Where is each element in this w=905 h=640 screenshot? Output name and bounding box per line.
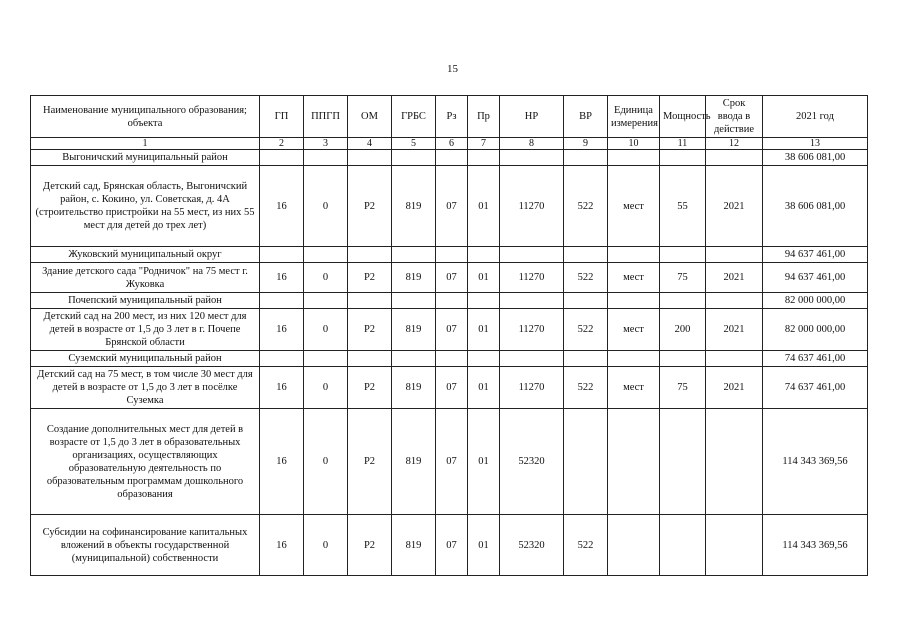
object-amount: 74 637 461,00	[763, 367, 868, 409]
header-om: ОМ	[348, 96, 392, 138]
cell-gp: 16	[260, 166, 304, 247]
cell-nr: 52320	[500, 409, 564, 515]
header-commission-date: Срок ввода в действие	[706, 96, 763, 138]
object-amount: 114 343 369,56	[763, 515, 868, 576]
header-gp: ГП	[260, 96, 304, 138]
cell-ppgp: 0	[304, 409, 348, 515]
cell-unit: мест	[608, 309, 660, 351]
cell-year: 2021	[706, 309, 763, 351]
col-number: 12	[706, 138, 763, 150]
col-number: 10	[608, 138, 660, 150]
header-nr: НР	[500, 96, 564, 138]
cell-capacity	[660, 515, 706, 576]
cell-capacity: 55	[660, 166, 706, 247]
col-number: 4	[348, 138, 392, 150]
cell-grbs: 819	[392, 263, 436, 293]
object-row	[31, 409, 868, 515]
cell-om: Р2	[348, 309, 392, 351]
cell-gp: 16	[260, 367, 304, 409]
cell-gp: 16	[260, 409, 304, 515]
cell-pr: 01	[468, 409, 500, 515]
cell-unit: мест	[608, 166, 660, 247]
cell-grbs: 819	[392, 309, 436, 351]
col-number: 3	[304, 138, 348, 150]
district-amount: 74 637 461,00	[763, 351, 868, 367]
cell-gp: 16	[260, 263, 304, 293]
cell-nr: 52320	[500, 515, 564, 576]
column-number-row	[31, 138, 868, 150]
district-row	[31, 351, 868, 367]
object-amount: 38 606 081,00	[763, 166, 868, 247]
cell-pr: 01	[468, 515, 500, 576]
cell-grbs: 819	[392, 409, 436, 515]
header-unit: Единица измерения	[608, 96, 660, 138]
district-row	[31, 150, 868, 166]
cell-vr: 522	[564, 515, 608, 576]
header-rz: Рз	[436, 96, 468, 138]
cell-unit: мест	[608, 263, 660, 293]
header-ppgp: ППГП	[304, 96, 348, 138]
cell-unit	[608, 515, 660, 576]
cell-nr: 11270	[500, 263, 564, 293]
object-row	[31, 263, 868, 293]
object-row	[31, 166, 868, 247]
cell-rz: 07	[436, 166, 468, 247]
header-pr: Пр	[468, 96, 500, 138]
object-row	[31, 367, 868, 409]
col-number: 2	[260, 138, 304, 150]
page-number: 15	[447, 63, 458, 75]
district-row	[31, 247, 868, 263]
col-number: 8	[500, 138, 564, 150]
district-name: Жуковский муниципальный округ	[31, 247, 260, 263]
cell-unit	[608, 409, 660, 515]
cell-year	[706, 409, 763, 515]
header-row	[31, 96, 868, 138]
object-name: Здание детского сада "Родничок" на 75 мест г. Жуковка	[31, 263, 260, 293]
cell-capacity: 75	[660, 263, 706, 293]
object-name: Создание дополнительных мест для детей в возрасте от 1,5 до 3 лет в образовательных организациях, осуществляющих образовательную деятельность по образовательным программам дошкольного образования	[31, 409, 260, 515]
cell-ppgp: 0	[304, 263, 348, 293]
cell-nr: 11270	[500, 309, 564, 351]
cell-nr: 11270	[500, 367, 564, 409]
object-amount: 82 000 000,00	[763, 309, 868, 351]
header-capacity: Мощность	[660, 96, 706, 138]
cell-vr: 522	[564, 309, 608, 351]
object-row	[31, 309, 868, 351]
cell-ppgp: 0	[304, 309, 348, 351]
district-amount: 94 637 461,00	[763, 247, 868, 263]
district-name: Выгоничский муниципальный район	[31, 150, 260, 166]
header-name: Наименование муниципального образования; объекта	[31, 96, 260, 138]
cell-nr: 11270	[500, 166, 564, 247]
cell-ppgp: 0	[304, 515, 348, 576]
cell-rz: 07	[436, 409, 468, 515]
cell-capacity: 75	[660, 367, 706, 409]
object-name: Детский сад на 75 мест, в том числе 30 мест для детей в возрасте от 1,5 до 3 лет в посёлке Суземка	[31, 367, 260, 409]
cell-rz: 07	[436, 263, 468, 293]
col-number: 1	[31, 138, 260, 150]
cell-ppgp: 0	[304, 166, 348, 247]
district-name: Почепский муниципальный район	[31, 293, 260, 309]
cell-vr: 522	[564, 367, 608, 409]
district-row	[31, 293, 868, 309]
object-amount: 94 637 461,00	[763, 263, 868, 293]
col-number: 5	[392, 138, 436, 150]
cell-vr	[564, 409, 608, 515]
cell-gp: 16	[260, 515, 304, 576]
cell-rz: 07	[436, 515, 468, 576]
header-vr: ВР	[564, 96, 608, 138]
col-number: 9	[564, 138, 608, 150]
cell-year: 2021	[706, 166, 763, 247]
object-name: Детский сад на 200 мест, из них 120 мест для детей в возрасте от 1,5 до 3 лет в г. Почепе Брянской области	[31, 309, 260, 351]
cell-year: 2021	[706, 263, 763, 293]
cell-grbs: 819	[392, 367, 436, 409]
col-number: 7	[468, 138, 500, 150]
header-grbs: ГРБС	[392, 96, 436, 138]
cell-vr: 522	[564, 166, 608, 247]
object-row	[31, 515, 868, 576]
cell-gp: 16	[260, 309, 304, 351]
cell-om: Р2	[348, 409, 392, 515]
cell-om: Р2	[348, 263, 392, 293]
cell-grbs: 819	[392, 515, 436, 576]
header-year: 2021 год	[763, 96, 868, 138]
cell-pr: 01	[468, 309, 500, 351]
col-number: 13	[763, 138, 868, 150]
cell-year: 2021	[706, 367, 763, 409]
cell-vr: 522	[564, 263, 608, 293]
cell-unit: мест	[608, 367, 660, 409]
district-amount: 38 606 081,00	[763, 150, 868, 166]
object-amount: 114 343 369,56	[763, 409, 868, 515]
cell-rz: 07	[436, 367, 468, 409]
col-number: 11	[660, 138, 706, 150]
cell-capacity: 200	[660, 309, 706, 351]
cell-capacity	[660, 409, 706, 515]
cell-grbs: 819	[392, 166, 436, 247]
object-name: Субсидии на софинансирование капитальных вложений в объекты государственной (муниципальной) собственности	[31, 515, 260, 576]
cell-year	[706, 515, 763, 576]
col-number: 6	[436, 138, 468, 150]
cell-pr: 01	[468, 166, 500, 247]
cell-om: Р2	[348, 515, 392, 576]
budget-table	[30, 95, 868, 576]
district-amount: 82 000 000,00	[763, 293, 868, 309]
district-name: Суземский муниципальный район	[31, 351, 260, 367]
cell-ppgp: 0	[304, 367, 348, 409]
cell-pr: 01	[468, 367, 500, 409]
object-name: Детский сад, Брянская область, Выгоничский район, с. Кокино, ул. Советская, д. 4А (строительство пристройки на 55 мест, из них 55 мест для детей до трех лет)	[31, 166, 260, 247]
cell-rz: 07	[436, 309, 468, 351]
cell-pr: 01	[468, 263, 500, 293]
cell-om: Р2	[348, 367, 392, 409]
cell-om: Р2	[348, 166, 392, 247]
